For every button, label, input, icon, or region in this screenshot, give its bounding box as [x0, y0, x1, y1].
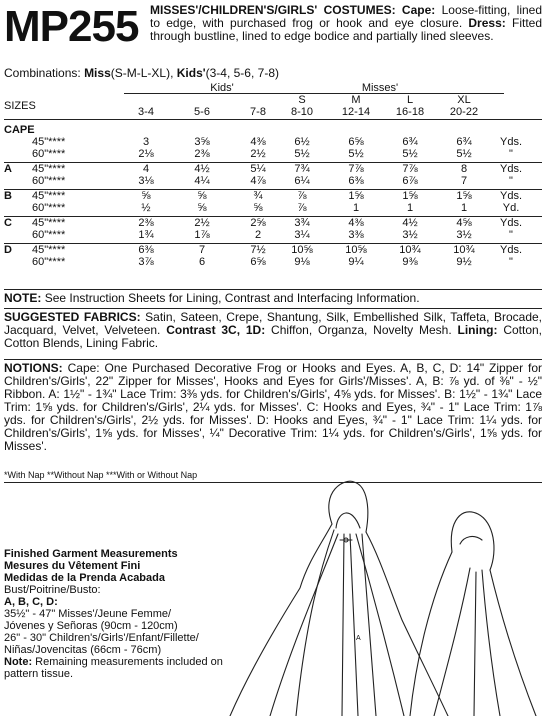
yardage-cell: 6¾	[402, 136, 418, 148]
yardage-cell: 4⅝	[456, 217, 472, 229]
sizes-letter-row	[4, 94, 542, 106]
combinations-prefix: Combinations:	[4, 66, 81, 80]
yardage-cell: ⅞	[297, 190, 307, 202]
row-view-label: B	[4, 190, 12, 202]
yardage-cell: 3½	[456, 229, 472, 241]
cape-illustration	[220, 480, 546, 716]
yardage-cell: 3¾	[294, 217, 310, 229]
combo-miss: Miss	[84, 66, 111, 80]
misses-size-L: L	[406, 94, 414, 106]
row-fabric-width: 45"****	[32, 136, 66, 148]
yardage-cell: 6¼	[294, 175, 310, 187]
yardage-cell: 6⅜	[138, 244, 154, 256]
yardage-cell: 2⅝	[250, 217, 266, 229]
note-label: NOTE:	[4, 291, 42, 305]
yardage-cell: 9⅜	[402, 256, 418, 268]
kids-size-3: 7-8	[250, 106, 266, 118]
row-view-label: A	[4, 163, 12, 175]
yardage-cell: 10⅝	[345, 244, 367, 256]
yardage-cell: 1⅝	[348, 190, 364, 202]
nap-footnote: *With Nap **Without Nap ***With or Without Nap	[4, 470, 198, 480]
combo-kids-sizes: (3-4, 5-6, 7-8)	[205, 66, 279, 80]
measurements-title-fr: Mesures du Vêtement Fini	[4, 560, 141, 572]
kids-measure-2: Niñas/Jovencitas (66cm - 76cm)	[4, 644, 162, 656]
yardage-cell: 6⅞	[402, 175, 418, 187]
yardage-cell: 6⅝	[348, 136, 364, 148]
row-fabric-width: 45"****	[32, 190, 66, 202]
yardage-table	[4, 82, 542, 268]
view-label: A	[356, 635, 361, 642]
yardage-cell: 3⅝	[194, 136, 210, 148]
misses-size-M: M	[351, 94, 361, 106]
yardage-cell: 2⅛	[138, 148, 154, 160]
yardage-cell: 3⅛	[138, 175, 154, 187]
notions-paragraph	[4, 362, 542, 453]
yardage-cell: 5½	[348, 148, 364, 160]
yardage-cell: 9⅛	[294, 256, 310, 268]
front-cape-left-edge	[230, 524, 332, 716]
yardage-rows	[4, 136, 542, 268]
front-cape-right-edge	[366, 532, 448, 716]
row-unit: Yd.	[502, 202, 520, 214]
yardage-cell: 7⅞	[402, 163, 418, 175]
yardage-cell: 3⅜	[348, 229, 364, 241]
dress-description: Fitted through bustline, lined to edge bodice and partially lined sleeves.	[150, 16, 542, 43]
row-unit: Yds.	[499, 244, 522, 256]
table-row	[4, 216, 542, 229]
pattern-code: MP255	[4, 2, 139, 51]
row-unit: Yds.	[499, 217, 522, 229]
divider	[4, 308, 542, 309]
row-fabric-width: 60"****	[32, 148, 66, 160]
yardage-cell: 6	[198, 256, 206, 268]
yardage-cell: 1⅝	[402, 190, 418, 202]
cape-heading: CAPE	[4, 124, 35, 136]
yardage-cell: 7⅞	[348, 163, 364, 175]
misses-range-L: 16-18	[395, 106, 425, 118]
misses-measure-1: 35½" - 47" Misses'/Jeune Femme/	[4, 608, 172, 620]
table-row	[4, 243, 542, 256]
misses-range-S: 8-10	[290, 106, 314, 118]
row-unit: "	[509, 229, 513, 241]
yardage-cell: 10¾	[399, 244, 421, 256]
pattern-description	[150, 4, 542, 43]
cape-heading-row	[4, 124, 542, 136]
back-cape-hood	[451, 512, 494, 570]
yardage-cell: 6⅜	[348, 175, 364, 187]
measurements-title-en: Finished Garment Measurements	[4, 548, 178, 560]
kids-size-2: 5-6	[194, 106, 210, 118]
yardage-cell: 5½	[402, 148, 418, 160]
yardage-cell: 4½	[402, 217, 418, 229]
yardage-cell: 8	[460, 163, 468, 175]
yardage-cell: 6½	[294, 136, 310, 148]
yardage-cell: 9½	[456, 256, 472, 268]
row-fabric-width: 60"****	[32, 202, 66, 214]
yardage-cell: 1	[406, 202, 414, 214]
yardage-cell: 1⅝	[456, 190, 472, 202]
row-view-label: C	[4, 217, 12, 229]
measurement-note-label: Note:	[4, 656, 33, 668]
yardage-cell: 4⅜	[250, 136, 266, 148]
combinations-line	[4, 66, 279, 80]
yardage-cell: 2⅜	[194, 148, 210, 160]
combo-kids: Kids'	[176, 66, 206, 80]
yardage-cell: 2	[254, 229, 262, 241]
yardage-cell: 2½	[194, 217, 210, 229]
misses-measure-2: Jóvenes y Señoras (90cm - 120cm)	[4, 620, 178, 632]
cape-label: Cape:	[401, 3, 436, 17]
table-row	[4, 256, 542, 268]
yardage-cell: 9¼	[348, 256, 364, 268]
row-unit: "	[509, 175, 513, 187]
yardage-cell: 5½	[456, 148, 472, 160]
dress-label: Dress:	[468, 16, 506, 30]
lining-text: Cotton, Cotton Blends, Lining Fabric.	[4, 323, 543, 350]
yardage-cell: 4	[142, 163, 150, 175]
yardage-cell: 2⅜	[138, 217, 154, 229]
table-row	[4, 148, 542, 160]
yardage-cell: 6⅝	[250, 256, 266, 268]
table-row	[4, 189, 542, 202]
combo-miss-sizes: (S-M-L-XL),	[110, 66, 174, 80]
yardage-cell: 1	[460, 202, 468, 214]
back-cape-left-edge	[410, 552, 452, 716]
lining-label: Lining:	[457, 323, 498, 337]
yardage-cell: 7	[460, 175, 468, 187]
yardage-cell: 7¾	[294, 163, 310, 175]
pattern-header	[4, 2, 542, 58]
yardage-cell: 1¾	[138, 229, 154, 241]
row-fabric-width: 60"****	[32, 256, 66, 268]
note-paragraph	[4, 292, 542, 305]
notions-text: Cape: One Purchased Decorative Frog or Hooks and Eyes. A, B, C, D: 14" Zipper for Children's/Girls', 22" Zipper for Misses', Hooks and Eyes for Girls'/Misses'. A, B: ⅞ yd. of ⅜" - ½" Ribbon. A: 1½" - 1¾" Lace Trim: 3⅜ yds. for Children's/Girls', 4⅝ yds. for Misses'. B: 1½" - 1¾" Lace Trim: 1⅝ yds. for Children's/Girls', 2¼ yds. for Misses'. C: Hooks and Eyes, ¾" - 1" Lace Trim: 1⅞ yds. for Children's/Girls', 2½ yds. for Misses'. D: Hooks and Eyes, ¾" - 1" Lace Trim: 1¼ yds. for Children's/Girls', 1⅝ yds. for Misses', ¼" Decorative Trim: 1¼ yds. for Children's/Girls', 1⅝ yds. for Misses'.	[4, 361, 542, 453]
kids-header: Kids'	[210, 82, 234, 94]
table-row	[4, 175, 542, 187]
row-unit: Yds.	[499, 136, 522, 148]
row-unit: Yds.	[499, 190, 522, 202]
row-fabric-width: 45"****	[32, 244, 66, 256]
table-row	[4, 229, 542, 241]
row-unit: Yds.	[499, 163, 522, 175]
yardage-cell: 3	[142, 136, 150, 148]
row-unit: "	[509, 256, 513, 268]
yardage-cell: ¾	[253, 190, 263, 202]
yardage-cell: 4⅞	[250, 175, 266, 187]
suggested-fabrics-paragraph	[4, 311, 542, 350]
measurement-note-text: Remaining measurements included on pattern tissue.	[4, 656, 223, 680]
yardage-cell: 7	[198, 244, 206, 256]
row-fabric-width: 60"****	[32, 175, 66, 187]
yardage-cell: 1	[352, 202, 360, 214]
description-title: MISSES'/CHILDREN'S/GIRLS' COSTUMES:	[150, 3, 396, 17]
divider	[4, 289, 542, 290]
table-row	[4, 162, 542, 175]
yardage-cell: 1⅞	[194, 229, 210, 241]
yardage-cell: 4½	[194, 163, 210, 175]
bust-label: Bust/Poitrine/Busto:	[4, 584, 101, 596]
measurement-note	[4, 656, 234, 680]
suggested-text: Satin, Sateen, Crepe, Shantung, Silk, Embellished Silk, Taffeta, Brocade, Jacquard, Velvet, Velveteen.	[4, 310, 542, 337]
divider	[4, 359, 542, 360]
yardage-cell: 10¾	[453, 244, 475, 256]
misses-range-XL: 20-22	[449, 106, 479, 118]
yardage-cell: 2½	[250, 148, 266, 160]
yardage-cell: 4¼	[194, 175, 210, 187]
misses-size-S: S	[298, 94, 306, 106]
yardage-cell: ⅝	[197, 202, 207, 214]
yardage-cell: 3½	[402, 229, 418, 241]
yardage-cell: 4⅜	[348, 217, 364, 229]
contrast-text: Chiffon, Organza, Novelty Mesh.	[271, 323, 452, 337]
yardage-cell: ½	[141, 202, 151, 214]
yardage-cell: ⅞	[297, 202, 307, 214]
row-unit: "	[509, 148, 513, 160]
misses-header: Misses'	[361, 82, 399, 94]
yardage-cell: 7½	[250, 244, 266, 256]
yardage-cell: 5½	[294, 148, 310, 160]
cape-description: Loose-fitting, lined to edge, with purchased frog or hook and eye closure.	[150, 3, 542, 30]
sizes-label: SIZES	[4, 100, 36, 112]
kids-measure-1: 26" - 30" Children's/Girls'/Enfant/Fillette/	[4, 632, 199, 644]
yardage-cell: ⅝	[253, 202, 263, 214]
misses-range-M: 12-14	[341, 106, 371, 118]
kids-size-1: 3-4	[138, 106, 154, 118]
finished-measurements	[4, 548, 234, 680]
measurement-views: A, B, C, D:	[4, 596, 58, 608]
table-row	[4, 136, 542, 148]
suggested-label: SUGGESTED FABRICS:	[4, 310, 141, 324]
row-fabric-width: 45"****	[32, 217, 66, 229]
yardage-cell: 6¾	[456, 136, 472, 148]
front-cape-hood	[329, 481, 368, 532]
measurements-title-es: Medidas de la Prenda Acabada	[4, 572, 165, 584]
yardage-cell: 3¼	[294, 229, 310, 241]
table-row	[4, 202, 542, 214]
row-fabric-width: 45"****	[32, 163, 66, 175]
yardage-cell: 10⅝	[291, 244, 313, 256]
yardage-cell: 5¼	[250, 163, 266, 175]
notions-label: NOTIONS:	[4, 361, 63, 375]
table-group-header	[4, 82, 542, 94]
contrast-label: Contrast 3C, 1D:	[166, 323, 266, 337]
note-text: See Instruction Sheets for Lining, Contrast and Interfacing Information.	[44, 291, 420, 305]
row-view-label: D	[4, 244, 12, 256]
row-fabric-width: 60"****	[32, 229, 66, 241]
misses-size-XL: XL	[457, 94, 471, 106]
yardage-cell: ⅝	[197, 190, 207, 202]
yardage-cell: ⅝	[141, 190, 151, 202]
yardage-cell: 3⅞	[138, 256, 154, 268]
